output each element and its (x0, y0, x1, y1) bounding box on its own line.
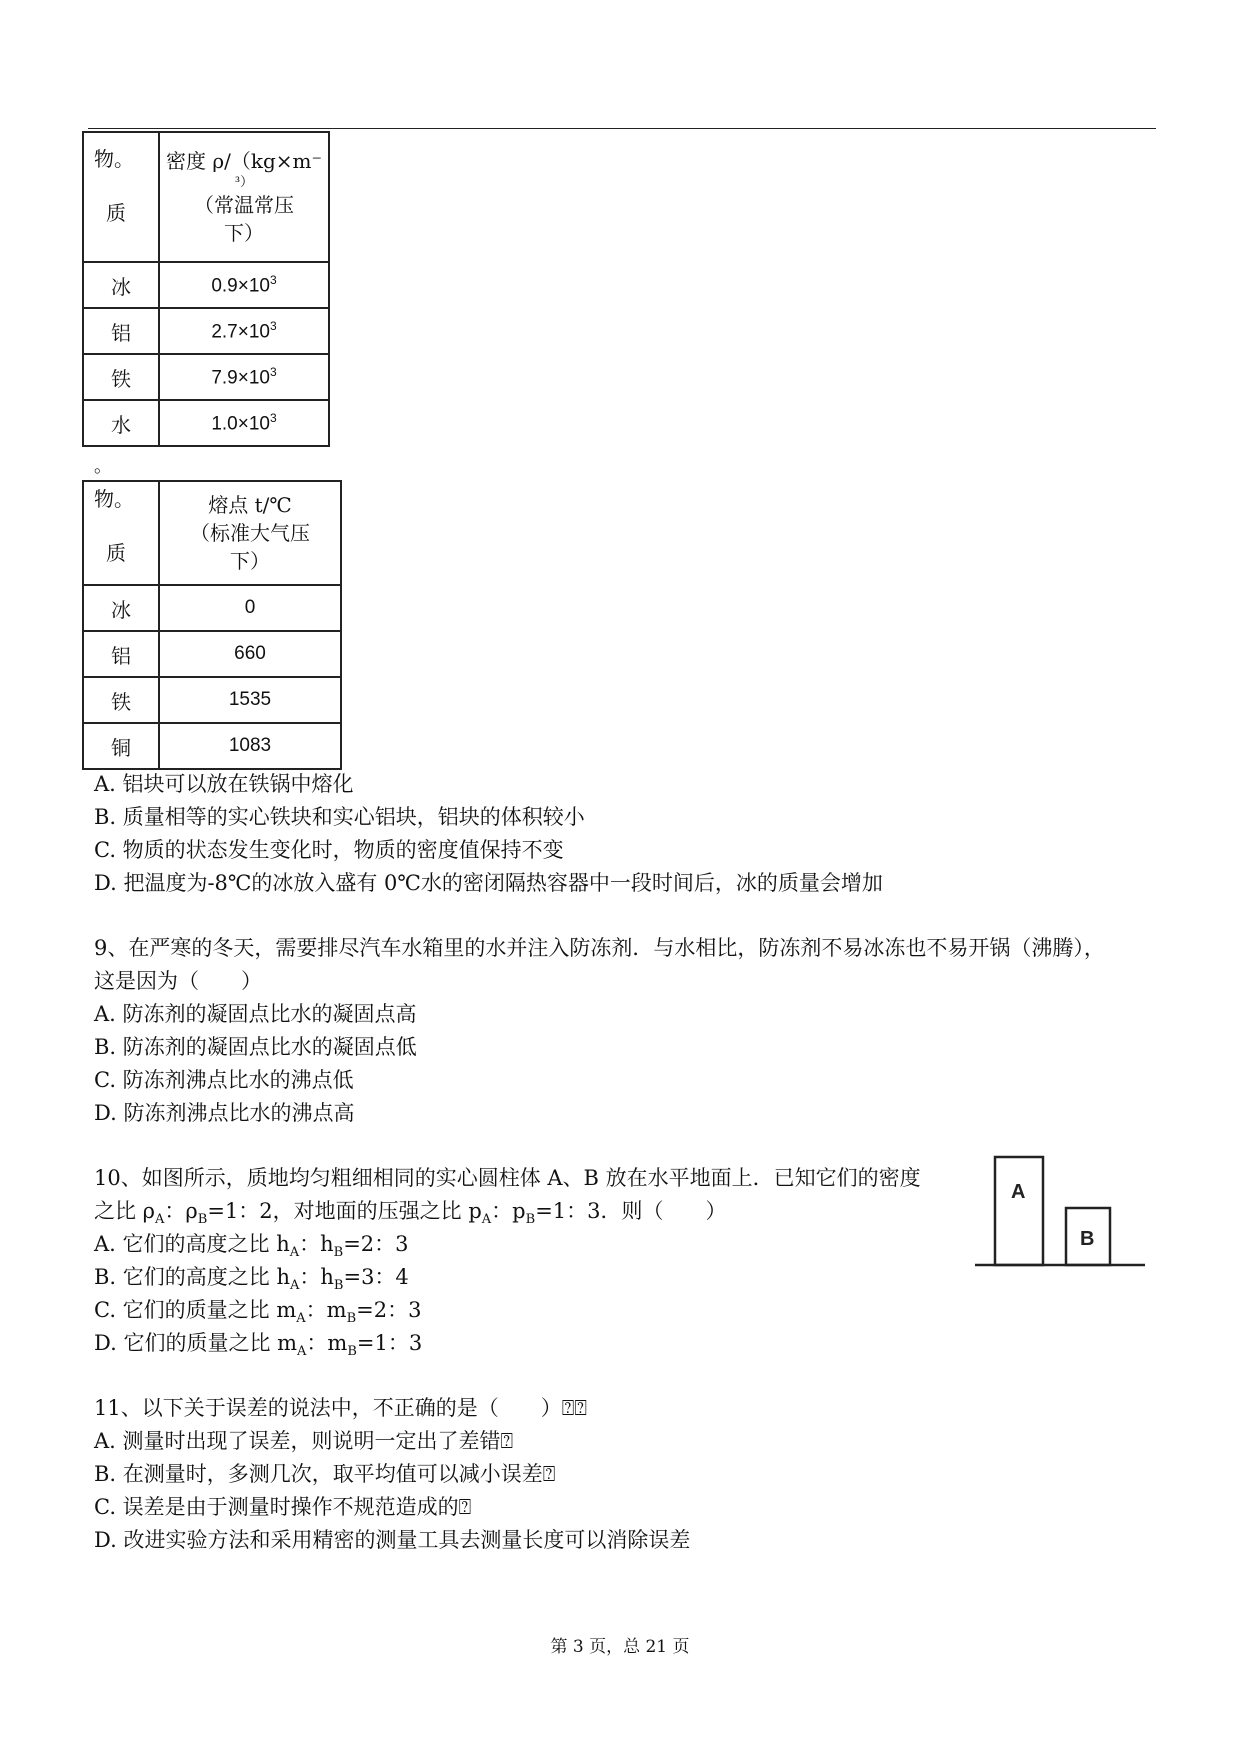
q8-options (94, 768, 883, 900)
cylinder-a (995, 1157, 1043, 1265)
q10-option-b: B. 它们的高度之比 $h_A$：$h_B=3$：4 (94, 1265, 409, 1294)
q8-option-b: B. 质量相等的实心铁块和实心铝块，铝块的体积较小 (94, 805, 585, 829)
q11 (94, 1392, 690, 1557)
q10-stem-line1: 10、如图所示，质地均匀粗细相同的实心圆柱体 A、B 放在水平地面上．已知它们的密度 (94, 1166, 921, 1190)
stray-mark: 。 (94, 456, 112, 477)
melting-table (82, 480, 342, 770)
header-rule (88, 128, 1156, 129)
q9 (94, 932, 1105, 1130)
table-row: 铝 660 (83, 631, 341, 677)
cylinder-b-label: B (1080, 1228, 1095, 1250)
q11-option-a: A. 测量时出现了误差，则说明一定出了差错⍰ (94, 1429, 514, 1453)
table-row: 铁 1535 (83, 677, 341, 723)
q11-option-c: C. 误差是由于测量时操作不规范造成的⍰ (94, 1495, 472, 1519)
density-header-value: 密度 ρ/（kg×m⁻ ³） （常温常压 下） (159, 132, 329, 262)
melting-header-value: 熔点 t/℃ （标准大气压 下） (159, 481, 341, 585)
q8-option-a: A. 铝块可以放在铁锅中熔化 (94, 772, 354, 796)
table-row: 冰 0 (83, 585, 341, 631)
melting-header-substance: 物。 质 (83, 481, 159, 585)
table-row: 铁 $7.9\times 10^3$ (83, 354, 329, 400)
q9-stem-line2: 这是因为（ ） (94, 969, 262, 993)
q11-option-d: D. 改进实验方法和采用精密的测量工具去测量长度可以消除误差 (94, 1528, 691, 1552)
page-footer: 第 3 页，总 21 页 (550, 1637, 690, 1657)
q10 (94, 1162, 921, 1360)
q10-option-d: D. 它们的质量之比 $m_A$：$m_B=1$：3 (94, 1331, 423, 1360)
q10-stem-line2: 之比 $\rho_A$：$\rho_B=1$：2，对地面的压强之比 $p_A$：$p_B=1$：3．则（ ） (94, 1199, 727, 1228)
density-table (82, 131, 330, 447)
table-row: 水 $1.0\times 10^3$ (83, 400, 329, 446)
q9-option-b: B. 防冻剂的凝固点比水的凝固点低 (94, 1035, 417, 1059)
q11-stem: 11、以下关于误差的说法中，不正确的是（ ）⍰⍰ (94, 1396, 587, 1420)
q9-option-c: C. 防冻剂沸点比水的沸点低 (94, 1068, 354, 1092)
q10-option-c: C. 它们的质量之比 $m_A$：$m_B=2$：3 (94, 1298, 422, 1327)
table-row: 铝 $2.7\times 10^3$ (83, 308, 329, 354)
table-row: 铜 1083 (83, 723, 341, 769)
q9-option-a: A. 防冻剂的凝固点比水的凝固点高 (94, 1002, 417, 1026)
q10-option-a: A. 它们的高度之比 $h_A$：$h_B=2$：3 (94, 1232, 409, 1261)
q9-stem-line1: 9、在严寒的冬天，需要排尽汽车水箱里的水并注入防冻剂．与水相比，防冻剂不易冰冻也不易开锅（沸腾）， (94, 936, 1105, 960)
q8-option-c: C. 物质的状态发生变化时，物质的密度值保持不变 (94, 838, 564, 862)
cylinder-a-label: A (1011, 1181, 1026, 1203)
table-row: 冰 $0.9\times 10^3$ (83, 262, 329, 308)
cylinders-figure (970, 1140, 1150, 1270)
q11-option-b: B. 在测量时，多测几次，取平均值可以减小误差⍰ (94, 1462, 556, 1486)
q9-option-d: D. 防冻剂沸点比水的沸点高 (94, 1101, 355, 1125)
density-header-substance: 物。 质 (83, 132, 159, 262)
q8-option-d: D. 把温度为-8℃的冰放入盛有 0℃水的密闭隔热容器中一段时间后，冰的质量会增加 (94, 871, 883, 895)
